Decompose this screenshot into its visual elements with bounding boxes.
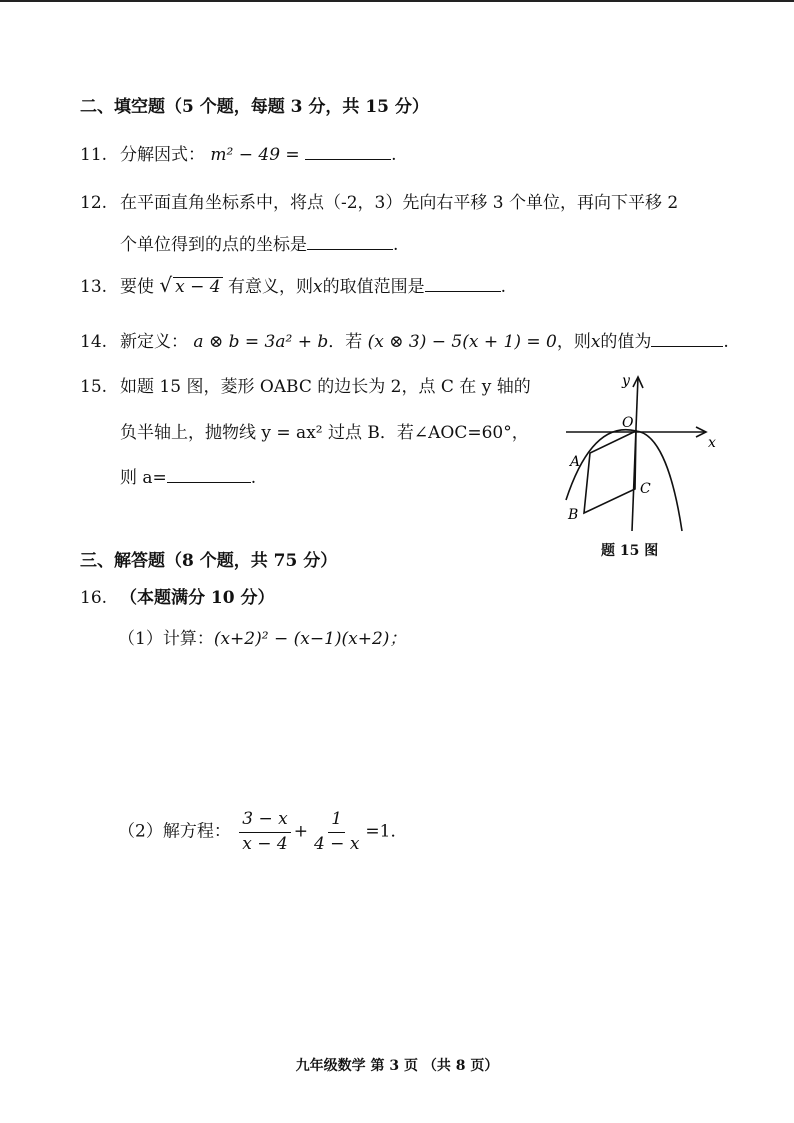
equation-rhs: =1． (365, 821, 408, 842)
question-12-line-1 (80, 188, 678, 213)
question-text: 则 a= (120, 468, 167, 488)
radical-sign: √ (159, 273, 173, 297)
question-16-part-1 (118, 624, 406, 649)
denominator: x − 4 (242, 833, 288, 854)
question-11 (80, 140, 397, 165)
question-number: 16. (80, 588, 108, 608)
question-number: 11. (80, 145, 108, 165)
answer-blank[interactable] (305, 143, 391, 160)
section-2-title: 二、填空题（5 个题，每题 3 分，共 15 分） (80, 97, 429, 117)
section-3-title: 三、解答题（8 个题，共 75 分） (80, 551, 338, 571)
label-y: y (622, 373, 630, 389)
equation: (x ⊗ 3) − 5(x + 1) = 0 (367, 332, 557, 352)
question-15-line-1 (80, 372, 531, 397)
period: . (393, 235, 399, 255)
question-number: 12. (80, 193, 108, 213)
denominator: 4 − x (313, 833, 360, 854)
page-footer: 九年级数学 第 3 页 （共 8 页） (295, 1058, 499, 1074)
question-text: 要使 (120, 277, 154, 297)
question-14 (80, 327, 729, 352)
rhombus-oabc (584, 431, 636, 513)
question-13 (80, 272, 506, 297)
question-15-line-3 (120, 463, 256, 488)
period: . (250, 468, 257, 488)
label-b: B (568, 507, 579, 523)
variable: x (590, 332, 601, 352)
math-expression: (x+2)² − (x−1)(x+2)； (213, 629, 407, 649)
fraction-2 (311, 810, 362, 854)
question-text: 个单位得到的点的坐标是 (120, 235, 307, 255)
label-x: x (708, 435, 716, 451)
question-text: 新定义： (120, 332, 188, 352)
question-text: 的值为 (600, 332, 652, 352)
answer-blank[interactable] (167, 466, 251, 483)
answer-blank[interactable] (307, 233, 393, 250)
parabola-curve (566, 430, 682, 531)
figure-caption: 题 15 图 (601, 543, 659, 559)
question-number: 15. (80, 377, 108, 397)
question-16-part-2 (118, 810, 407, 854)
label-o: O (622, 415, 634, 431)
question-number: 14. (80, 332, 108, 352)
question-text: 如题 15 图，菱形 OABC 的边长为 2，点 C 在 y 轴的 (120, 377, 531, 397)
question-15-line-2: 负半轴上，抛物线 y = ax² 过点 B．若∠AOC=60°， (120, 423, 529, 443)
period: . (500, 277, 507, 297)
definition-expression: a ⊗ b = 3a² + b (193, 332, 329, 352)
numerator: 1 (328, 810, 345, 833)
answer-blank[interactable] (425, 275, 501, 292)
label-a: A (570, 454, 581, 470)
question-points: （本题满分 10 分） (120, 588, 275, 608)
question-text: 分解因式： (120, 145, 205, 165)
question-12-line-2 (120, 230, 398, 255)
top-border-line (0, 0, 794, 2)
question-text: ．若 (328, 332, 363, 352)
period: . (723, 332, 729, 352)
numerator: 3 − x (239, 810, 290, 833)
question-16-header (80, 583, 275, 608)
label-c: C (640, 481, 651, 497)
part-label: （2）解方程： (118, 821, 231, 842)
question-text: 有意义，则 (228, 277, 314, 297)
radicand: x − 4 (175, 277, 221, 297)
part-label: （1）计算： (118, 629, 214, 649)
figure-15-diagram (560, 365, 720, 545)
answer-blank[interactable] (651, 330, 723, 347)
question-text: 的取值范围是 (322, 277, 425, 297)
question-number: 13. (80, 277, 108, 297)
question-text: 在平面直角坐标系中，将点（-2，3）先向右平移 3 个单位，再向下平移 2 (120, 193, 679, 213)
question-text: ，则 (556, 332, 591, 352)
plus-sign: + (293, 821, 308, 842)
variable: x (313, 277, 323, 297)
fraction-1 (239, 810, 290, 854)
period: . (391, 145, 397, 165)
math-expression: m² − 49 = (210, 145, 300, 165)
